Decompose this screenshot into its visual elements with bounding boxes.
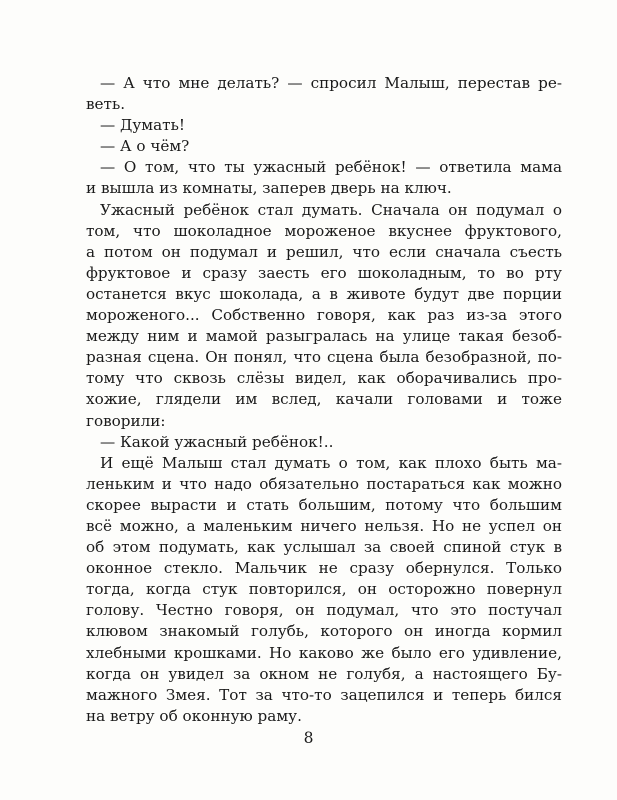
page-number: 8 xyxy=(303,729,314,747)
text-line: на ветру об оконную раму. xyxy=(86,706,302,725)
paragraph-dialogue-terrible-child xyxy=(86,157,562,199)
text-line: мороженого... Собственно говоря, как раз из-за этого xyxy=(86,306,562,325)
text-line: тогда, когда стук повторился, он осторожно повернул xyxy=(86,580,562,599)
text-line: хлебными крошками. Но каково же было его удивление, xyxy=(86,643,562,662)
text-line: тому что сквозь слёзы видел, как оборачивались про- xyxy=(86,369,562,388)
text-line: скорее вырасти и стать большим, потому что большим xyxy=(86,495,562,514)
text-line: леньким и что надо обязательно постараться как можно xyxy=(86,474,562,493)
text-line: — Думать! xyxy=(100,116,185,135)
text-line: И ещё Малыш стал думать о том, как плохо быть ма- xyxy=(100,453,562,472)
text-line: говорили: xyxy=(86,411,166,430)
text-line: веть. xyxy=(86,95,126,114)
paragraph-paragraph-ice-cream xyxy=(86,200,562,432)
paragraph-dialogue-think xyxy=(86,115,562,136)
text-line: останется вкус шоколада, а в животе будут две порции xyxy=(86,284,562,303)
text-line: Ужасный ребёнок стал думать. Сначала он подумал о xyxy=(100,200,562,219)
paragraph-dialogue-what-to-do xyxy=(86,73,562,115)
text-line: всё можно, а маленьким ничего нельзя. Но не успел он xyxy=(86,516,562,535)
text-line: клювом знакомый голубь, которого он иногда кормил xyxy=(86,622,562,641)
paragraph-paragraph-paper-kite xyxy=(86,453,562,727)
text-line: оконное стекло. Мальчик не сразу обернулся. Только xyxy=(86,559,562,578)
text-line: фруктовое и сразу заесть его шоколадным, то во рту xyxy=(86,263,562,282)
page-text xyxy=(86,73,562,727)
text-line: мажного Змея. Тот за что-то зацепился и теперь бился xyxy=(86,685,562,704)
text-line: — А о чём? xyxy=(100,137,190,156)
text-line: голову. Честно говоря, он подумал, что это постучал xyxy=(86,601,562,620)
text-line: а потом он подумал и решил, что если сначала съесть xyxy=(86,242,562,261)
text-line: — О том, что ты ужасный ребёнок! — ответила мама xyxy=(100,158,562,177)
text-line: — А что мне делать? — спросил Малыш, перестав ре- xyxy=(100,74,562,92)
text-line: об этом подумать, как услышал за своей спиной стук в xyxy=(86,538,562,557)
text-line: — Какой ужасный ребёнок!.. xyxy=(100,432,334,451)
text-line: хожие, глядели им вслед, качали головами и тоже xyxy=(86,390,562,409)
paragraph-dialogue-what-terrible-child xyxy=(86,432,562,453)
paragraph-dialogue-about-what xyxy=(86,136,562,157)
text-line: том, что шоколадное мороженое вкуснее фруктового, xyxy=(86,221,562,240)
text-line: когда он увидел за окном не голубя, а настоящего Бу- xyxy=(86,664,562,683)
text-line: и вышла из комнаты, заперев дверь на ключ. xyxy=(86,179,452,198)
text-line: разная сцена. Он понял, что сцена была безобразной, по- xyxy=(86,348,562,367)
text-line: между ним и мамой разыгралась на улице такая безоб- xyxy=(86,327,562,346)
